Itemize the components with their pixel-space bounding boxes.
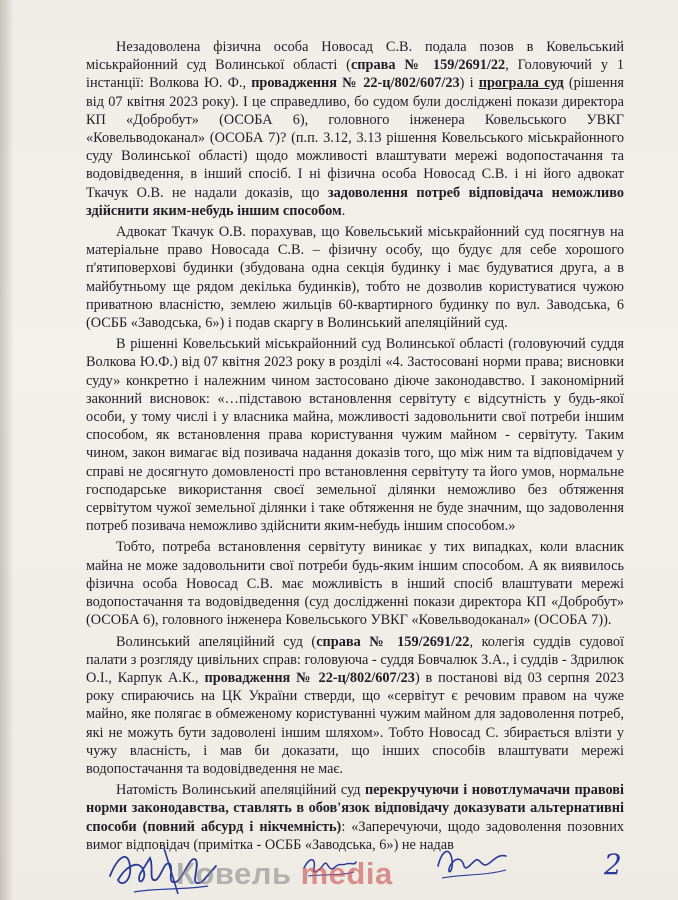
- paragraph-5: Волинський апеляційний суд (справа № 159/2691/22, колегія суддів судової палати з розгляду цивільних справ: головуюча - суддя Бовчалюк З.А., і суддів - Здрилюк О.І., Карпук А.К., провадження № 22-ц/802/607/23) в постанові від 03 серпня 2023 року спираючись на ЦК України стверди, що «сервітут є речовим правом на чуже майно, яке полягає в обмеженому користуванні чужим майном для задоволення потреб, які не можуть бути задоволені іншим шляхом». Тобто Новосад С. збирається влізти у чужу власність, і мав би доказати, що інших способів влаштувати мережі водопостачання та водовідведення не має.: [86, 633, 625, 777]
- signature-3: [432, 836, 512, 888]
- page-edge-shadow: [0, 0, 14, 900]
- paragraph-2: Адвокат Ткачук О.В. порахував, що Ковельський міськрайонний суд посягнув на матеріальне право Новосада С.В. – фізичну особу, що будує для себе хорошого п'ятиповерхові будинки (збудована одна секція будинку і має будуватися друга, а в майбутньому ще рядом декілька будинків), тобто не дозволив користуватися чужою приватною власністю, землею жильців 60-квартирного будинку по вул. Заводська, 6 (ОСББ «Заводська, 6») і подав скаргу в Волинський апеляційний суд.: [86, 224, 624, 332]
- paragraph-6: Натомість Волинський апеляційний суд перекручуючи і новотлумачачи правові норми законодавства, ставлять в обов'язок відповідачу доказувати альтернативні способи (повний абсурд і нікчемність): «Заперечуючи, щодо задоволення позовних вимог відповідач (примітка - ОСББ «Заводська, 6») не надав: [86, 782, 625, 853]
- paragraph-3: В рішенні Ковельський міськрайонний суд Волинської області (головуючий суддя Волкова Ю.Ф.) від 07 квітня 2023 року в розділі «4. Застосовані норми права; висновки суду» конкретно і належним чином застосовано діюче законодавство. І закономірний законний висновок: «…підставою встановлення сервітуту є відсутність у будь-якої особи, у тому числі і у власника майна, можливості задовольнити свої потреби іншим способом, як встановлення права користування чужим майном - сервітуту. Таким чином, закон вимагає від позивача надання доказів того, що між ним та відповідачем у справі не досягнуто домовленості про встановлення сервітуту та його умов, нормальне господарське використання своєї земельної ділянки неможливо без обтяження сервітутом чужої земельної ділянки і таке обтяження не буде значним, що задоволення потреб позивача неможливо здійснити яким-небудь іншим способом.»: [86, 336, 624, 535]
- paragraph-4: Тобто, потреба встановлення сервітуту виникає у тих випадках, коли власник майна не може задовольнити свої потреби будь-яким іншим способом. А як виявилось фізична особа Новосад С.В. має можливість в інший спосіб влаштувати мережі водопостачання та водовідведення (суд дослідженні покази директора КП «Добробут» (ОСОБА 6), головного інженера Ковельського УВКГ «Ковельводоканал» (ОСОБА 7)).: [86, 539, 624, 629]
- document-body: [86, 38, 624, 854]
- watermark: Ковель media: [176, 856, 393, 891]
- page-number: 2: [604, 848, 622, 881]
- paragraph-1: Незадоволена фізична особа Новосад С.В. подала позов в Ковельський міськрайонний суд Волинської області (справа № 159/2691/22, Головуючий у 1 інстанції: Волкова Ю. Ф., провадження № 22-ц/802/607/23) і програла суд (рішення від 07 квітня 2023 року). І це справедливо, бо судом були досліджені покази директора КП «Добробут» (ОСОБА 6), головного інженера Ковельського УВКГ «Ковельводоканал» (ОСОБА 7)? (п.п. 3.12, 3.13 рішення Ковельського міськрайонного суду Волинської області) щодо можливості влаштувати мережі водопостачання та водовідведення, в інший спосіб. І ні фізична особа Новосад С.В. і ні його адвокат Ткачук О.В. не надали доказів, що задоволення потреб відповідача неможливо здійснити яким-небудь іншим способом.: [86, 39, 624, 219]
